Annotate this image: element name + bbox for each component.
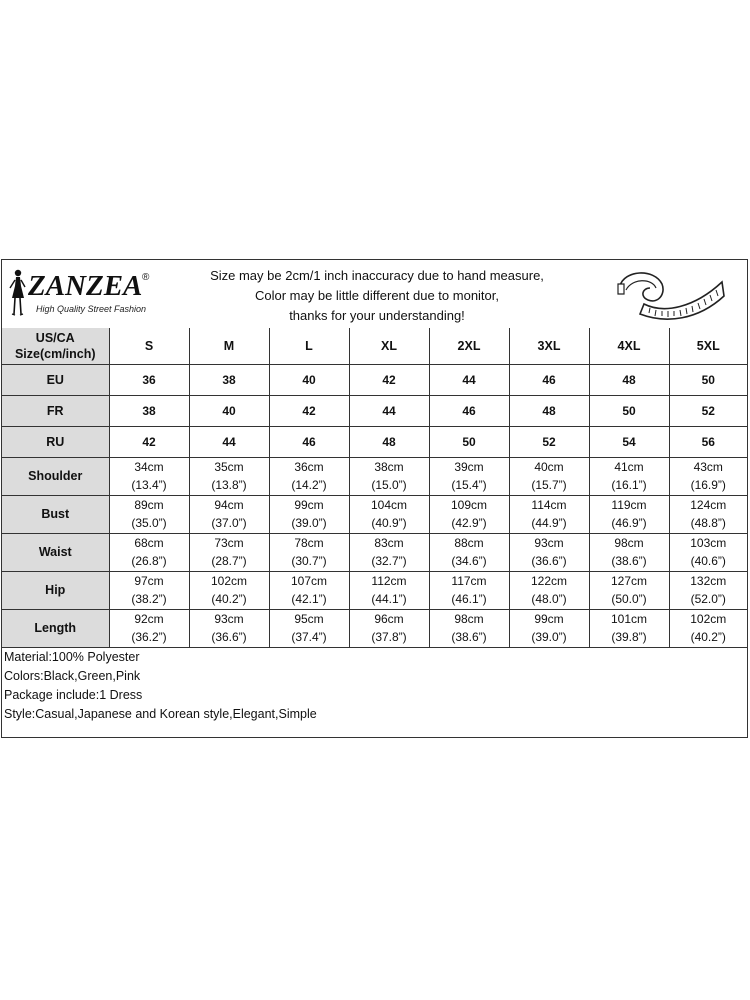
inch-value: (40.2”) (211, 592, 247, 606)
cm-value: 98cm (614, 536, 644, 550)
cm-value: 83cm (374, 536, 404, 550)
inch-value: (44.9”) (531, 516, 567, 530)
inch-value: (38.6”) (451, 630, 487, 644)
cm-value: 101cm (610, 612, 648, 626)
cm-value: 92cm (134, 612, 164, 626)
table-cell (509, 533, 589, 571)
package-text: Package include:1 Dress (4, 688, 143, 702)
cm-value: 34cm (134, 460, 164, 474)
cm-value: 98cm (454, 612, 484, 626)
table-cell (189, 533, 269, 571)
cm-value: 78cm (294, 536, 324, 550)
table-cell: 38 (109, 395, 189, 426)
table-cell (589, 571, 669, 609)
inch-value: (37.0”) (211, 516, 247, 530)
table-cell (349, 495, 429, 533)
table-row (2, 395, 747, 426)
inch-value: (38.6”) (611, 554, 647, 568)
table-cell (109, 457, 189, 495)
size-header-row (2, 328, 747, 364)
size-header-5xl: 5XL (669, 328, 747, 364)
table-cell (589, 457, 669, 495)
cm-value: 35cm (214, 460, 244, 474)
table-cell (269, 457, 349, 495)
table-cell: 38 (189, 364, 269, 395)
cm-value: 96cm (374, 612, 404, 626)
size-notice (177, 266, 577, 326)
inch-value: (48.8”) (690, 516, 726, 530)
table-cell: 42 (109, 426, 189, 457)
inch-value: (35.0”) (131, 516, 167, 530)
table-cell (429, 533, 509, 571)
table-cell: 44 (429, 364, 509, 395)
table-cell (269, 571, 349, 609)
inch-value: (13.8”) (211, 478, 247, 492)
cm-value: 102cm (210, 574, 248, 588)
table-cell (429, 571, 509, 609)
table-row (2, 609, 747, 647)
cm-value: 124cm (690, 498, 727, 512)
table-cell (589, 533, 669, 571)
inch-value: (36.6”) (211, 630, 247, 644)
inch-value: (46.9”) (611, 516, 647, 530)
table-cell: 56 (669, 426, 747, 457)
cm-value: 102cm (690, 612, 727, 626)
inch-value: (37.4”) (291, 630, 327, 644)
table-cell: 48 (509, 395, 589, 426)
table-row (2, 457, 747, 495)
inch-value: (14.2”) (291, 478, 327, 492)
table-cell (189, 495, 269, 533)
row-label: FR (2, 395, 109, 426)
inch-value: (32.7”) (371, 554, 407, 568)
cm-value: 68cm (134, 536, 164, 550)
size-header-3xl: 3XL (509, 328, 589, 364)
registered-mark: ® (142, 272, 150, 283)
table-cell (269, 533, 349, 571)
cm-value: 99cm (294, 498, 324, 512)
product-info (4, 648, 317, 724)
table-cell: 48 (589, 364, 669, 395)
size-header-4xl: 4XL (589, 328, 669, 364)
table-cell: 46 (269, 426, 349, 457)
cm-value: 39cm (454, 460, 484, 474)
table-cell: 52 (669, 395, 747, 426)
table-cell (109, 571, 189, 609)
table-cell (349, 609, 429, 647)
inch-value: (30.7”) (291, 554, 327, 568)
inch-value: (37.8”) (371, 630, 407, 644)
size-header-s: S (109, 328, 189, 364)
table-cell (669, 571, 747, 609)
brand-logo (6, 266, 156, 322)
cm-value: 97cm (134, 574, 164, 588)
row-label: Length (2, 609, 109, 647)
inch-value: (40.2”) (690, 630, 726, 644)
table-row (2, 495, 747, 533)
inch-value: (15.0”) (371, 478, 407, 492)
model-silhouette-icon (6, 268, 28, 318)
cm-value: 104cm (370, 498, 408, 512)
table-cell: 54 (589, 426, 669, 457)
corner-header-cell (2, 328, 109, 364)
inch-value: (16.9”) (690, 478, 726, 492)
table-cell (189, 609, 269, 647)
inch-value: (44.1”) (371, 592, 407, 606)
table-row (2, 533, 747, 571)
corner-header-line: US/CA (35, 330, 75, 345)
table-cell: 36 (109, 364, 189, 395)
cm-value: 41cm (614, 460, 644, 474)
table-cell (669, 609, 747, 647)
table-cell (109, 495, 189, 533)
size-header-l: L (269, 328, 349, 364)
table-cell (509, 571, 589, 609)
size-table (2, 328, 747, 648)
size-header-xl: XL (349, 328, 429, 364)
table-cell (109, 609, 189, 647)
cm-value: 40cm (534, 460, 564, 474)
table-cell (109, 533, 189, 571)
table-cell: 46 (429, 395, 509, 426)
size-header-m: M (189, 328, 269, 364)
cm-value: 107cm (290, 574, 328, 588)
table-cell: 50 (429, 426, 509, 457)
cm-value: 94cm (214, 498, 244, 512)
cm-value: 93cm (214, 612, 244, 626)
inch-value: (40.9”) (371, 516, 407, 530)
cm-value: 95cm (294, 612, 324, 626)
table-cell (509, 495, 589, 533)
material-text: Material:100% Polyester (4, 650, 140, 664)
table-cell (269, 495, 349, 533)
size-chart-header (2, 260, 747, 329)
table-cell (429, 609, 509, 647)
table-cell (189, 457, 269, 495)
table-cell (429, 495, 509, 533)
table-cell (669, 495, 747, 533)
table-cell (669, 457, 747, 495)
table-row (2, 364, 747, 395)
cm-value: 119cm (611, 498, 647, 512)
row-label: Bust (2, 495, 109, 533)
inch-value: (50.0”) (611, 592, 647, 606)
cm-value: 132cm (690, 574, 727, 588)
table-row (2, 426, 747, 457)
table-cell (509, 457, 589, 495)
inch-value: (48.0”) (531, 592, 567, 606)
size-header-2xl: 2XL (429, 328, 509, 364)
row-label: Waist (2, 533, 109, 571)
cm-value: 88cm (454, 536, 484, 550)
row-label: RU (2, 426, 109, 457)
cm-value: 122cm (530, 574, 568, 588)
inch-value: (42.9”) (451, 516, 487, 530)
table-cell: 50 (589, 395, 669, 426)
table-cell: 44 (189, 426, 269, 457)
inch-value: (36.2”) (131, 630, 167, 644)
inch-value: (52.0”) (690, 592, 726, 606)
table-cell (349, 457, 429, 495)
style-text: Style:Casual,Japanese and Korean style,Elegant,Simple (4, 707, 317, 721)
brand-name: ZANZEA (28, 270, 143, 302)
notice-line: Size may be 2cm/1 inch inaccuracy due to hand measure, (210, 268, 544, 283)
table-cell (349, 533, 429, 571)
colors-text: Colors:Black,Green,Pink (4, 669, 141, 683)
cm-value: 103cm (690, 536, 727, 550)
inch-value: (16.1”) (611, 478, 647, 492)
table-cell: 40 (189, 395, 269, 426)
cm-value: 114cm (531, 498, 567, 512)
inch-value: (28.7”) (211, 554, 247, 568)
table-cell (429, 457, 509, 495)
table-row (2, 571, 747, 609)
inch-value: (38.2”) (131, 592, 167, 606)
inch-value: (34.6”) (451, 554, 487, 568)
cm-value: 112cm (371, 574, 407, 588)
table-cell (509, 609, 589, 647)
corner-header-line: Size(cm/inch) (14, 346, 96, 361)
inch-value: (36.6”) (531, 554, 567, 568)
table-cell: 40 (269, 364, 349, 395)
notice-line: Color may be little different due to monitor, (255, 288, 499, 303)
row-label: EU (2, 364, 109, 395)
cm-value: 43cm (693, 460, 723, 474)
table-cell (589, 609, 669, 647)
cm-value: 127cm (610, 574, 648, 588)
row-label: Shoulder (2, 457, 109, 495)
table-cell: 52 (509, 426, 589, 457)
cm-value: 38cm (374, 460, 404, 474)
size-chart (1, 259, 748, 738)
table-cell: 46 (509, 364, 589, 395)
row-label: Hip (2, 571, 109, 609)
cm-value: 93cm (534, 536, 564, 550)
inch-value: (15.4”) (451, 478, 487, 492)
inch-value: (39.8”) (611, 630, 647, 644)
table-cell: 48 (349, 426, 429, 457)
table-cell: 42 (349, 364, 429, 395)
table-cell: 42 (269, 395, 349, 426)
cm-value: 89cm (134, 498, 164, 512)
table-cell (269, 609, 349, 647)
table-cell (349, 571, 429, 609)
brand-tagline: High Quality Street Fashion (36, 304, 147, 314)
cm-value: 99cm (534, 612, 564, 626)
inch-value: (15.7”) (531, 478, 567, 492)
cm-value: 117cm (451, 574, 487, 588)
inch-value: (26.8”) (131, 554, 167, 568)
inch-value: (39.0”) (531, 630, 567, 644)
notice-line: thanks for your understanding! (289, 308, 465, 323)
table-cell: 44 (349, 395, 429, 426)
table-cell (669, 533, 747, 571)
inch-value: (46.1”) (451, 592, 487, 606)
cm-value: 36cm (294, 460, 324, 474)
cm-value: 73cm (214, 536, 244, 550)
measuring-tape-icon (614, 264, 726, 326)
table-cell (189, 571, 269, 609)
inch-value: (42.1”) (291, 592, 327, 606)
table-cell: 50 (669, 364, 747, 395)
inch-value: (40.6”) (690, 554, 726, 568)
table-cell (589, 495, 669, 533)
cm-value: 109cm (450, 498, 488, 512)
inch-value: (39.0”) (291, 516, 327, 530)
inch-value: (13.4”) (131, 478, 167, 492)
